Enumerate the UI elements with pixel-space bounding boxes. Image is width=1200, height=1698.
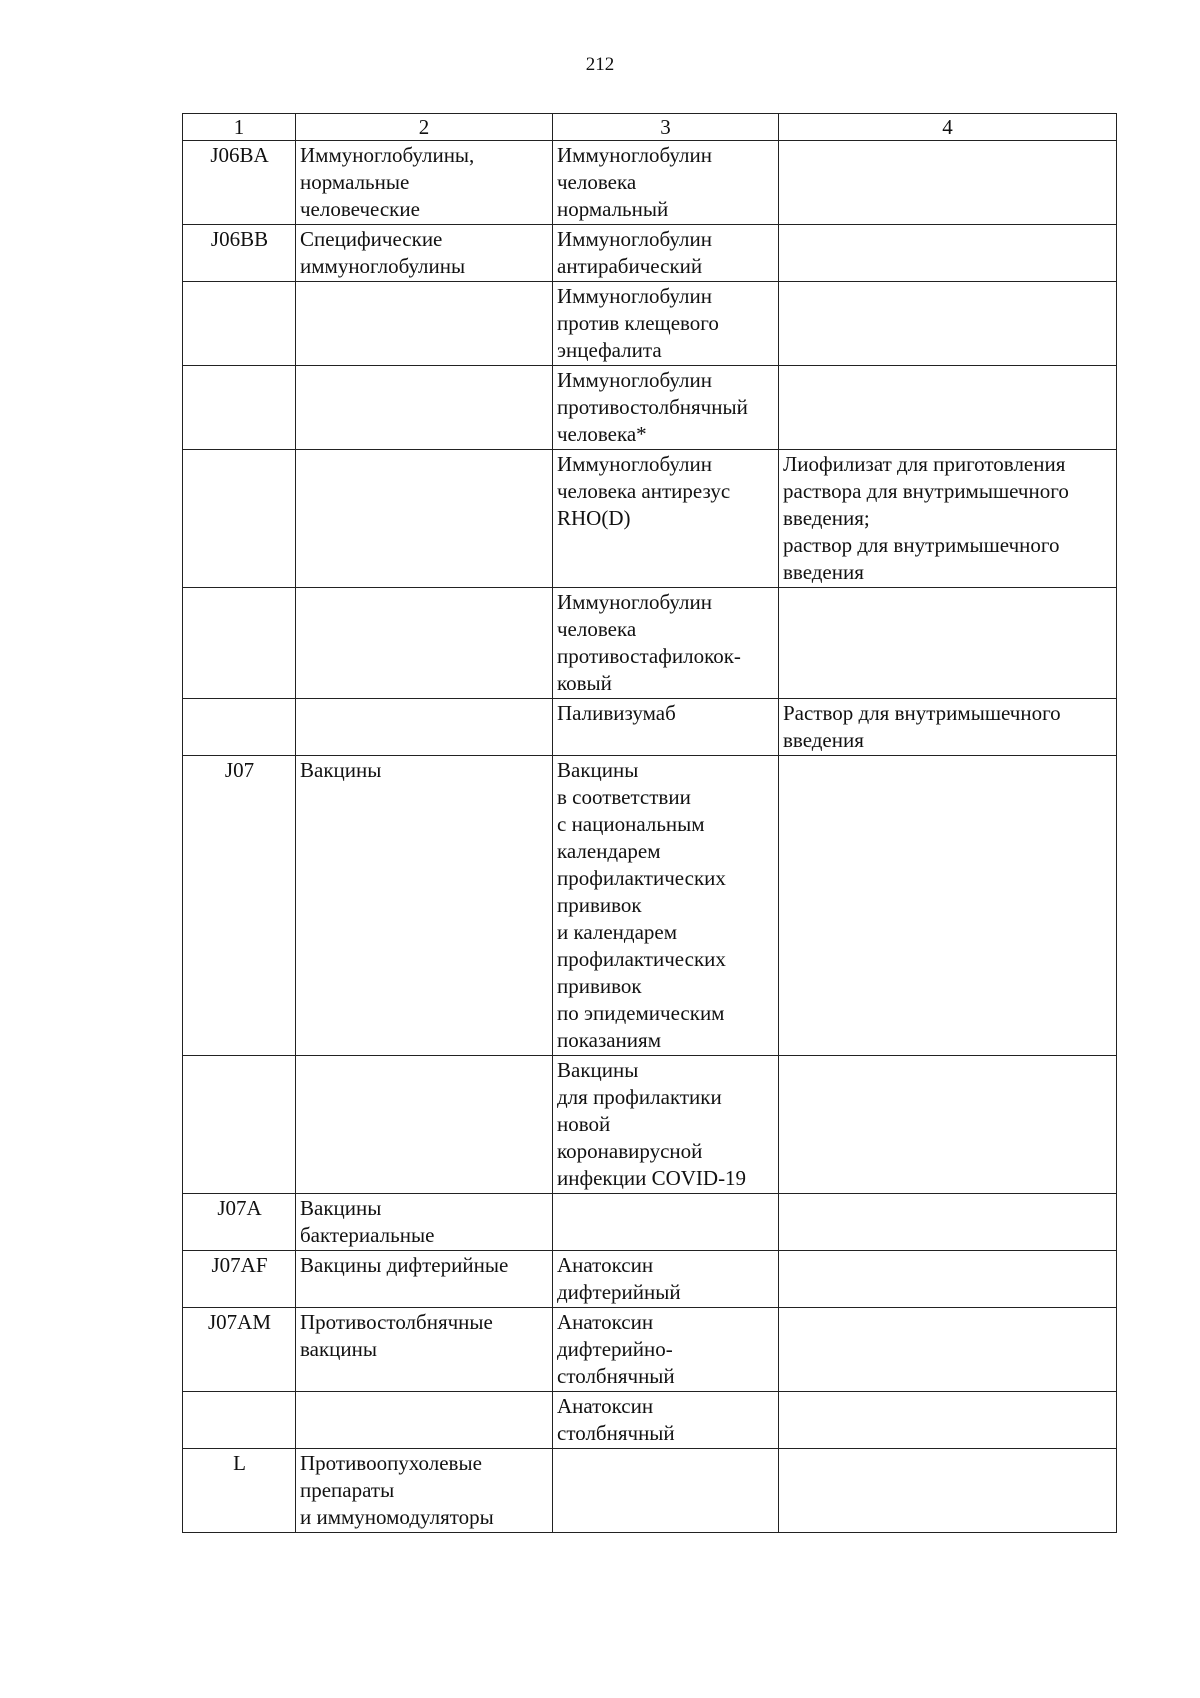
dosage-form-cell [779,141,1117,225]
dosage-form-cell [779,756,1117,1056]
dosage-form-cell: Лиофилизат для приготовления раствора для внутримышечного введения; раствор для внутримышечного введения [779,450,1117,588]
drug-name-cell [553,1194,779,1251]
group-name-cell: Вакцины бактериальные [296,1194,553,1251]
table-row [183,1308,1117,1392]
group-name-cell [296,282,553,366]
group-name-cell [296,366,553,450]
atc-code-cell: J06BA [183,141,296,225]
group-name-cell: Иммуноглобулины, нормальные человеческие [296,141,553,225]
atc-code-cell [183,282,296,366]
group-name-cell: Вакцины дифтерийные [296,1251,553,1308]
atc-code-cell [183,450,296,588]
table-row [183,225,1117,282]
drug-name-cell [553,1449,779,1533]
group-name-cell: Противостолбнячные вакцины [296,1308,553,1392]
dosage-form-cell: Раствор для внутримышечного введения [779,699,1117,756]
drug-name-cell: Анатоксин дифтерийный [553,1251,779,1308]
table-row [183,588,1117,699]
drug-name-cell: Иммуноглобулин против клещевого энцефалита [553,282,779,366]
drug-name-cell: Паливизумаб [553,699,779,756]
dosage-form-cell [779,1251,1117,1308]
header-row [183,114,1117,141]
atc-code-cell: J07AF [183,1251,296,1308]
header-cell-1: 1 [183,114,296,141]
page-number: 212 [585,54,615,75]
group-name-cell [296,450,553,588]
group-name-cell [296,588,553,699]
table-row [183,699,1117,756]
drug-name-cell: Иммуноглобулин человека антирезус RHO(D) [553,450,779,588]
drug-name-cell: Анатоксин дифтерийно- столбнячный [553,1308,779,1392]
atc-code-cell [183,1392,296,1449]
header-cell-4: 4 [779,114,1117,141]
table-row [183,450,1117,588]
atc-code-cell: L [183,1449,296,1533]
dosage-form-cell [779,1308,1117,1392]
table-row [183,1392,1117,1449]
drug-name-cell: Иммуноглобулин антирабический [553,225,779,282]
dosage-form-cell [779,1449,1117,1533]
drug-name-cell: Вакцины для профилактики новой коронавирусной инфекции COVID-19 [553,1056,779,1194]
drug-table [182,113,1117,1533]
table-row [183,282,1117,366]
table-row [183,756,1117,1056]
drug-name-cell: Иммуноглобулин противостолбнячный человека* [553,366,779,450]
atc-code-cell: J06BB [183,225,296,282]
table-row [183,1449,1117,1533]
dosage-form-cell [779,1194,1117,1251]
dosage-form-cell [779,366,1117,450]
table-row [183,1056,1117,1194]
atc-code-cell [183,1056,296,1194]
dosage-form-cell [779,1392,1117,1449]
header-cell-2: 2 [296,114,553,141]
dosage-form-cell [779,588,1117,699]
atc-code-cell: J07 [183,756,296,1056]
group-name-cell: Специфические иммуноглобулины [296,225,553,282]
dosage-form-cell [779,1056,1117,1194]
atc-code-cell: J07AM [183,1308,296,1392]
header-cell-3: 3 [553,114,779,141]
dosage-form-cell [779,225,1117,282]
group-name-cell [296,1056,553,1194]
dosage-form-cell [779,282,1117,366]
atc-code-cell [183,588,296,699]
group-name-cell [296,1392,553,1449]
table-row [183,141,1117,225]
drug-name-cell: Иммуноглобулин человека нормальный [553,141,779,225]
group-name-cell [296,699,553,756]
drug-name-cell: Анатоксин столбнячный [553,1392,779,1449]
drug-name-cell: Иммуноглобулин человека противостафилокок- ковый [553,588,779,699]
atc-code-cell: J07A [183,1194,296,1251]
group-name-cell: Вакцины [296,756,553,1056]
atc-code-cell [183,366,296,450]
atc-code-cell [183,699,296,756]
table-row [183,1251,1117,1308]
drug-name-cell: Вакцины в соответствии с национальным календарем профилактических прививок и календарем профилактических прививок по эпидемическим показаниям [553,756,779,1056]
table-row [183,1194,1117,1251]
table-row [183,366,1117,450]
group-name-cell: Противоопухолевые препараты и иммуномодуляторы [296,1449,553,1533]
